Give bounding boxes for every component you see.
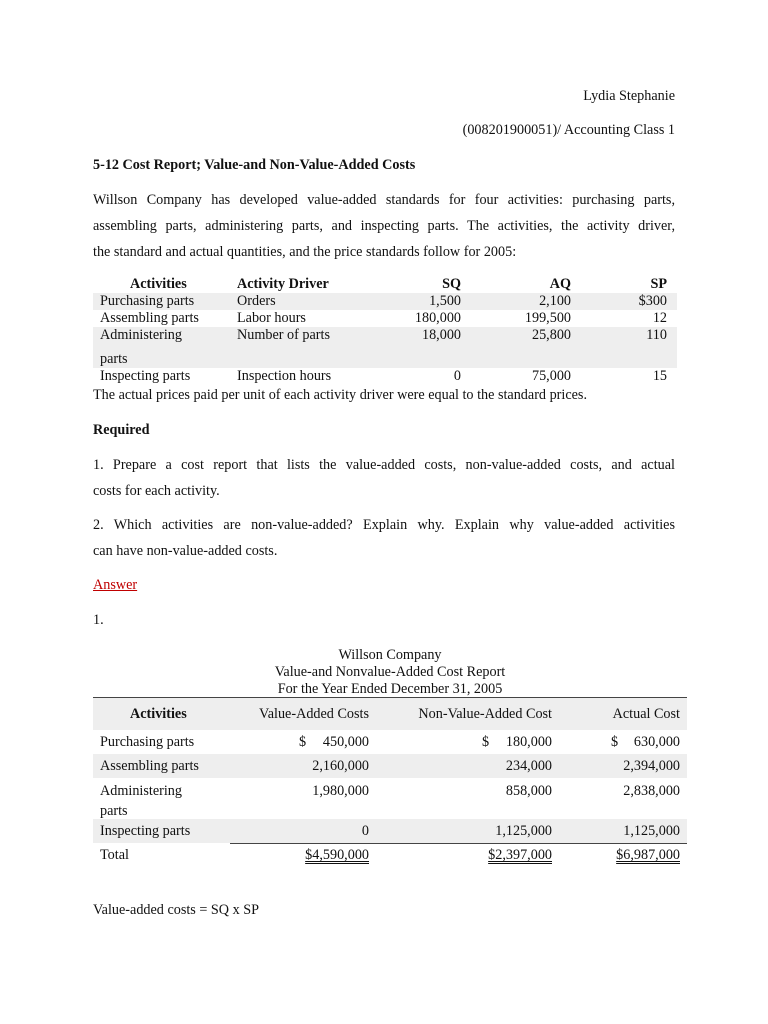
intro-line: assembling parts, administering parts, and inspecting parts. The activities, the activity driver, [93, 218, 675, 234]
header-sq: SQ [442, 276, 461, 292]
total-non-value-added: $2,397,000 [488, 847, 552, 863]
header-activity-driver: Activity Driver [237, 276, 329, 292]
driver-cell: Orders [237, 293, 276, 309]
intro-line: Willson Company has developed value-added standards for four activities: purchasing parts, [93, 192, 675, 208]
report-title-line: For the Year Ended December 31, 2005 [277, 681, 503, 697]
activity-cell: Administering [100, 783, 182, 799]
aq-cell: 2,100 [539, 293, 571, 309]
aq-cell: 25,800 [531, 327, 571, 343]
answer-label: Answer [93, 577, 138, 593]
driver-cell: Number of parts [237, 327, 330, 343]
sp-cell: 12 [652, 310, 667, 326]
header-activities: Activities [130, 706, 187, 722]
table-row [93, 293, 677, 310]
value-added-cell: 450,000 [322, 734, 369, 750]
non-value-added-cell: 858,000 [505, 783, 552, 799]
class-line: (008201900051)/ Accounting Class 1 [462, 122, 675, 138]
activity-cell: Inspecting parts [100, 368, 191, 384]
sq-cell: 0 [453, 368, 461, 384]
value-added-cell: 0 [361, 823, 369, 839]
header-actual-cost: Actual Cost [612, 706, 680, 722]
report-title [190, 647, 590, 698]
table-header-row [93, 698, 687, 730]
question-line: 2. Which activities are non-value-added? Explain why. Explain why value-added activities [93, 517, 675, 533]
value-added-cell: 2,160,000 [312, 758, 369, 774]
currency-symbol: $ [482, 734, 490, 750]
total-label: Total [100, 847, 129, 863]
aq-cell: 199,500 [524, 310, 571, 326]
sq-cell: 18,000 [421, 327, 461, 343]
price-note: The actual prices paid per unit of each activity driver were equal to the standard prices. [93, 387, 587, 403]
activity-standards-table [93, 276, 677, 385]
table-row [93, 310, 677, 327]
total-actual-cost: $6,987,000 [616, 847, 680, 863]
table-row [93, 730, 687, 754]
required-heading: Required [93, 422, 150, 438]
activity-cell-wrap: parts [100, 803, 128, 819]
question-line: can have non-value-added costs. [93, 543, 278, 559]
table-header-row [93, 276, 677, 293]
driver-cell: Inspection hours [237, 368, 332, 384]
actual-cost-cell: 630,000 [633, 734, 680, 750]
sp-cell: 15 [652, 368, 667, 384]
report-title-line: Value-and Nonvalue-Added Cost Report [274, 664, 506, 680]
activity-cell: Purchasing parts [100, 734, 195, 750]
table-row [93, 778, 687, 819]
sq-cell: 1,500 [429, 293, 461, 309]
driver-cell: Labor hours [237, 310, 306, 326]
cost-report-table [93, 697, 687, 867]
non-value-added-cell: 180,000 [505, 734, 552, 750]
total-row [93, 843, 687, 867]
header-aq: AQ [549, 276, 571, 292]
actual-cost-cell: 1,125,000 [623, 823, 680, 839]
header-sp: SP [650, 276, 667, 292]
table-row [93, 754, 687, 778]
problem-title: 5-12 Cost Report; Value-and Non-Value-Added Costs [93, 157, 416, 173]
activity-cell: Administering [100, 327, 182, 343]
non-value-added-cell: 1,125,000 [495, 823, 552, 839]
answer-number: 1. [93, 612, 104, 628]
header-value-added: Value-Added Costs [259, 706, 369, 722]
currency-symbol: $ [299, 734, 307, 750]
activity-cell: Inspecting parts [100, 823, 191, 839]
intro-paragraph [93, 187, 675, 265]
sp-cell: 110 [646, 327, 667, 343]
currency-symbol: $ [611, 734, 619, 750]
table-row [93, 368, 677, 385]
question-line: costs for each activity. [93, 483, 220, 499]
activity-cell-wrap: parts [100, 351, 128, 367]
non-value-added-cell: 234,000 [505, 758, 552, 774]
table-row [93, 819, 687, 843]
actual-cost-cell: 2,838,000 [623, 783, 680, 799]
total-value-added: $4,590,000 [305, 847, 369, 863]
header-activities: Activities [130, 276, 187, 292]
report-title-line: Willson Company [338, 647, 442, 663]
actual-cost-cell: 2,394,000 [623, 758, 680, 774]
activity-cell: Assembling parts [100, 310, 199, 326]
question-1 [93, 452, 675, 504]
intro-line: the standard and actual quantities, and the price standards follow for 2005: [93, 244, 517, 260]
activity-cell: Assembling parts [100, 758, 199, 774]
question-2 [93, 512, 675, 564]
value-added-cell: 1,980,000 [312, 783, 369, 799]
author-name: Lydia Stephanie [583, 88, 675, 104]
header-non-value-added: Non-Value-Added Cost [418, 706, 552, 722]
question-line: 1. Prepare a cost report that lists the value-added costs, non-value-added costs, and actual [93, 457, 675, 473]
sq-cell: 180,000 [414, 310, 461, 326]
activity-cell: Purchasing parts [100, 293, 195, 309]
sp-cell: $300 [638, 293, 667, 309]
table-row [93, 327, 677, 368]
formula-line: Value-added costs = SQ x SP [93, 902, 260, 918]
aq-cell: 75,000 [531, 368, 571, 384]
